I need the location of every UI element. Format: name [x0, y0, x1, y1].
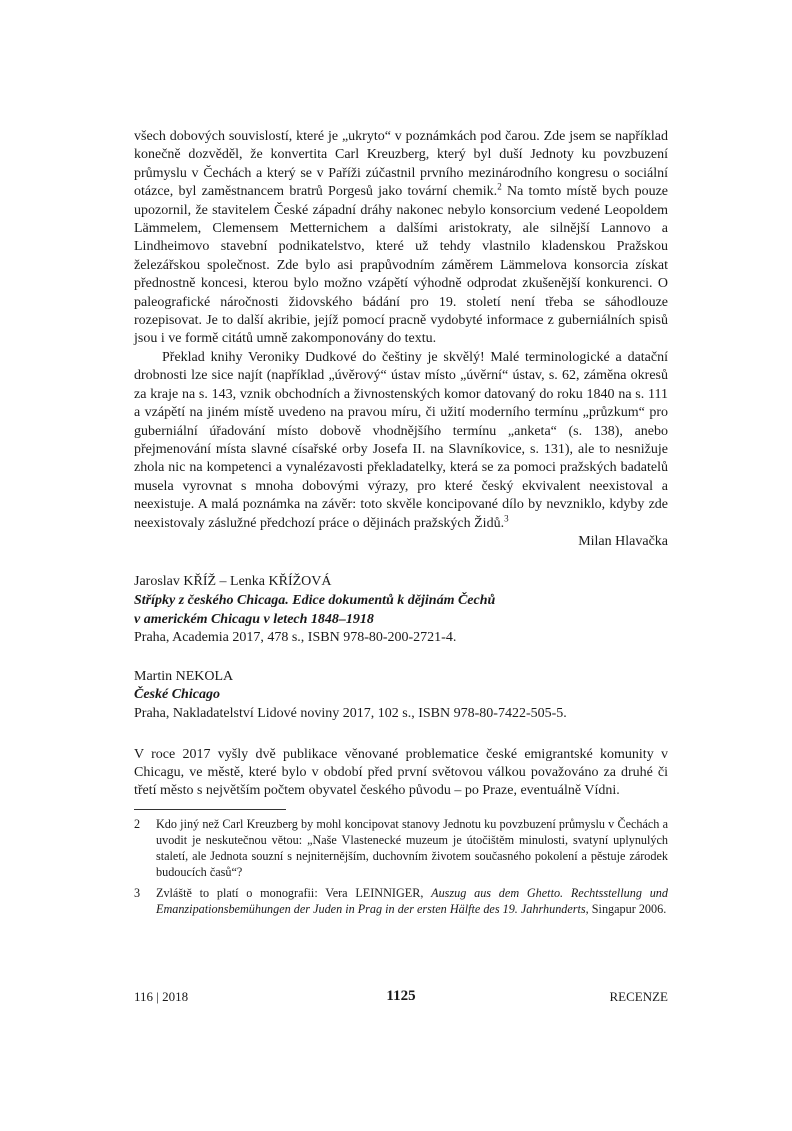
review-signature: Milan Hlavačka	[578, 533, 668, 549]
issue-number: 116 | 2018	[134, 989, 189, 1004]
review-title-line: v americkém Chicagu v letech 1848–1918	[134, 611, 374, 627]
page-number: 1125	[386, 988, 416, 1004]
paragraph-text: všech dobových souvislostí, které je „ukryto“ v poznámkách pod čarou. Zde jsem se například konečně dozvěděl, že konvertita Carl Kreuzberg, který byl duší Jednoty ku povzbuzení průmyslu v Čechách a který se v Paříži zúčastnil prvního mezinárodního kongresu o sociální otázce, byl zaměstnancem bratrů Porgesů jako tovární chemik.	[134, 129, 668, 200]
review-header-1	[134, 573, 668, 647]
footnote-text	[156, 885, 668, 917]
footnote-2	[134, 816, 668, 881]
review-title-line: Střípky z českého Chicaga. Edice dokumentů k dějinám Čechů	[134, 592, 496, 608]
footnote-text-part: Zvláště to platí o monografii: Vera LEINNIGER,	[156, 885, 432, 900]
review-publisher: Praha, Nakladatelství Lidové noviny 2017, 102 s., ISBN 978-80-7422-505-5.	[134, 705, 567, 721]
paragraph-text: Překlad knihy Veroniky Dudkové do češtiny je skvělý! Malé terminologické a datační drobnosti lze sice najít (například „úvěrový“ ústav místo „úvěrní“ ústav, s. 62, záměna okresů za kraje na s. 143, vznik obchodních a živnostenských komor datovaný do roku 1840 na s. 111 a vzápětí na jiném místě uvedeno na pravou míru, či užití moderního termínu „průzkum“ pro guberniální úřadování místo dobově vhodnějšího termínu „anketa“ (s. 138), anebo přejmenování místa slavné císařské orby Josefa II. na Slavníkovice, s. 131), ale to nesnižuje zhola nic na kompetenci a vynalézavosti překladatelky, která se za pomoci pražských badatelů musela vyrovnat s mnoha dobovými výrazy, pro které český ekvivalent neexistoval a neexistuje. A malá poznámka na závěr: toto skvěle koncipované dílo by nevzniklo, kdyby zde neexistovaly záslužné předchozí práce o dějinách pražských Židů.	[134, 349, 668, 531]
page-content	[134, 128, 668, 917]
review-authors: Martin NEKOLA	[134, 668, 234, 684]
review-header-2	[134, 668, 668, 724]
footnote-cited-title: Auszug aus dem Ghetto. Rechtsstellung und Emanzipationsbemühungen der Juden in Prag in der ersten Hälfte des 19. Jahrhunderts,	[156, 885, 668, 916]
footnote-number: 2	[134, 816, 141, 831]
footnote-divider	[134, 809, 286, 810]
footnote-text: Kdo jiný než Carl Kreuzberg by mohl koncipovat stanovy Jednotu ku povzbuzení průmyslu v Čechách a uvodit je neskutečnou větou: „Naše Vlastenecké muzeum je útočištěm minulosti, svatyní uplynulých staletí, ale Jednota souzní s nejniternějším, duchovním životem současného pokolení a pěstuje zárodek budoucích časů“?	[156, 816, 668, 880]
review-intro-paragraph: V roce 2017 vyšly dvě publikace věnované problematice české emigrantské komunity v Chicagu, ve městě, které bylo v období před první světovou válkou považováno za druhé či třetí město s největším počtem obyvatel českého původu – po Praze, eventuálně Vídni.	[134, 746, 668, 799]
review-publisher: Praha, Academia 2017, 478 s., ISBN 978-80-200-2721-4.	[134, 630, 457, 646]
review-authors: Jaroslav KŘÍŽ – Lenka KŘÍŽOVÁ	[134, 574, 332, 590]
footnote-3	[134, 885, 668, 917]
footnote-number: 3	[134, 885, 141, 900]
review-title-line: České Chicago	[134, 687, 220, 703]
section-name: RECENZE	[609, 989, 668, 1004]
body-paragraph-1	[134, 128, 668, 349]
footnote-ref-3[interactable]: 3	[504, 512, 509, 523]
paragraph-text: Na tomto místě bych pouze upozornil, že stavitelem České západní dráhy nakonec nebylo konsorcium vedené Leopoldem Lämmelem, Clemensem Metternichem a dalšími aristokraty, ale silnější Lannovo a Lindheimovo stavební podnikatelstvo, které už tehdy vlastnilo kladenskou Pražskou železářskou společnost. Zde bylo asi prapůvodním záměrem Lämmelova konsorcia získat přednostně koncesi, kterou bylo možno vzápětí výhodně odprodat zkušenější konkurenci. O paleografické náročnosti židovského bádání pro 19. století není třeba se sáhodlouze rozepisovat. Je to další akribie, jejíž pomocí pracně vydobyté informace z guberniálních spisů jsou i ve formě citátů umně zakomponovány do textu.	[134, 184, 669, 347]
body-paragraph-2	[134, 349, 668, 533]
footnote-text-part: Singapur 2006.	[588, 901, 667, 916]
footnote-ref-2[interactable]: 2	[497, 181, 502, 192]
